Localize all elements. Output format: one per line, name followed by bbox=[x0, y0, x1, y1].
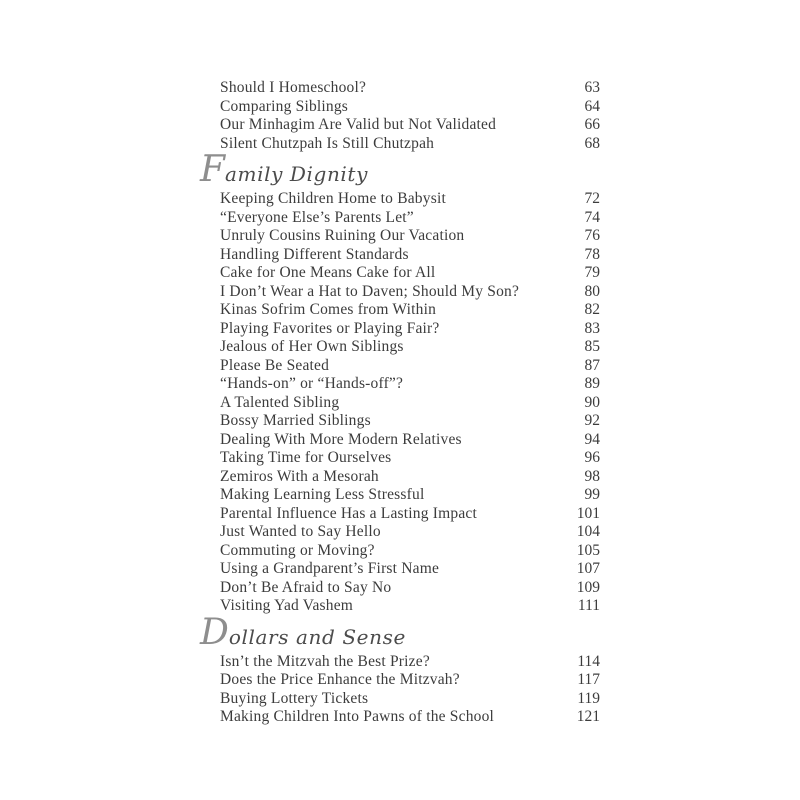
toc-entry bbox=[220, 375, 600, 394]
toc-entry-page: 63 bbox=[584, 79, 600, 96]
toc-entry-page: 92 bbox=[584, 412, 600, 429]
toc-entry bbox=[220, 431, 600, 450]
toc-entry-title: Unruly Cousins Ruining Our Vacation bbox=[220, 227, 465, 244]
toc-entry-title: Zemiros With a Mesorah bbox=[220, 467, 379, 485]
toc-entry bbox=[220, 209, 600, 228]
toc-entry-page: 121 bbox=[576, 708, 600, 725]
toc-entry-title: Should I Homeschool? bbox=[220, 79, 367, 96]
toc-entry-page: 107 bbox=[576, 560, 600, 577]
toc-entry-title: Using a Grandparent’s First Name bbox=[220, 560, 440, 577]
toc-entry-page: 89 bbox=[584, 375, 600, 392]
toc-entry bbox=[220, 486, 600, 505]
toc-entry bbox=[220, 468, 600, 487]
toc-entry bbox=[220, 357, 600, 376]
toc-entry bbox=[220, 320, 600, 339]
toc-entry-page: 82 bbox=[584, 301, 600, 318]
toc-entry bbox=[220, 653, 600, 672]
toc-entry-page: 80 bbox=[584, 282, 600, 300]
toc-entry bbox=[220, 135, 600, 154]
toc-entry bbox=[220, 190, 600, 209]
toc-entry bbox=[220, 597, 600, 616]
toc-entry-page: 104 bbox=[576, 523, 600, 540]
toc-entry-title: Dealing With More Modern Relatives bbox=[220, 430, 462, 448]
toc-entry-page: 83 bbox=[584, 319, 600, 337]
toc-entry-page: 117 bbox=[577, 671, 600, 688]
toc-entry-title: Cake for One Means Cake for All bbox=[220, 264, 436, 281]
toc-entry-page: 111 bbox=[577, 597, 600, 614]
toc-entry-page: 119 bbox=[577, 689, 600, 707]
toc-entry-page: 85 bbox=[584, 338, 600, 355]
section-heading-initial: D bbox=[200, 611, 229, 653]
toc-entry bbox=[220, 338, 600, 357]
toc-entry bbox=[220, 283, 600, 302]
toc-entry-title: Comparing Siblings bbox=[220, 97, 349, 115]
toc-entry-title: A Talented Sibling bbox=[220, 393, 340, 411]
section-heading-dollars-and-sense bbox=[200, 611, 600, 653]
toc-entry bbox=[220, 246, 600, 265]
toc-entry bbox=[220, 579, 600, 598]
toc-entry bbox=[220, 449, 600, 468]
toc-entry bbox=[220, 412, 600, 431]
toc-entry bbox=[220, 505, 600, 524]
toc-entry-page: 79 bbox=[584, 264, 600, 281]
toc-entry-title: Kinas Sofrim Comes from Within bbox=[220, 301, 437, 318]
toc-entry-page: 78 bbox=[584, 245, 600, 263]
toc-entry bbox=[220, 542, 600, 561]
toc-entry-page: 96 bbox=[584, 449, 600, 466]
toc-entry bbox=[220, 301, 600, 320]
toc-entry-title: Does the Price Enhance the Mitzvah? bbox=[220, 671, 460, 688]
toc-entry-page: 66 bbox=[584, 116, 600, 133]
toc-entry-page: 98 bbox=[584, 467, 600, 485]
toc-entry-page: 64 bbox=[584, 97, 600, 115]
toc-entry bbox=[220, 708, 600, 727]
toc-entry-page: 105 bbox=[576, 541, 600, 559]
toc-entry-title: Taking Time for Ourselves bbox=[220, 449, 392, 466]
toc-entry-title: Silent Chutzpah Is Still Chutzpah bbox=[220, 134, 435, 152]
toc-entry bbox=[220, 690, 600, 709]
toc-entry-title: Our Minhagim Are Valid but Not Validated bbox=[220, 116, 497, 133]
toc-entry-page: 76 bbox=[584, 227, 600, 244]
toc-entry-page: 114 bbox=[577, 652, 600, 670]
toc-entry-title: Making Learning Less Stressful bbox=[220, 486, 425, 503]
toc-entry-page: 101 bbox=[576, 504, 600, 522]
toc-entry-title: Handling Different Standards bbox=[220, 245, 409, 263]
toc-entry bbox=[220, 98, 600, 117]
section-heading-family-dignity bbox=[200, 149, 600, 190]
toc-entry-page: 72 bbox=[584, 190, 600, 207]
toc-entry-title: Parental Influence Has a Lasting Impact bbox=[220, 504, 477, 522]
toc-entry-page: 94 bbox=[584, 430, 600, 448]
toc-entry-page: 90 bbox=[584, 393, 600, 411]
toc-entry-title: “Everyone Else’s Parents Let” bbox=[220, 208, 414, 226]
toc-entry-title: Jealous of Her Own Siblings bbox=[220, 338, 404, 355]
toc-entry-title: I Don’t Wear a Hat to Daven; Should My Son? bbox=[220, 282, 520, 300]
toc-entry-title: Keeping Children Home to Babysit bbox=[220, 190, 446, 207]
toc-entry-title: Please Be Seated bbox=[220, 356, 330, 374]
toc-entry-title: Just Wanted to Say Hello bbox=[220, 523, 381, 540]
toc-entry bbox=[220, 671, 600, 690]
toc-entry-title: Making Children Into Pawns of the School bbox=[220, 708, 495, 725]
section-heading-initial: F bbox=[200, 149, 225, 190]
toc-entry-page: 109 bbox=[576, 578, 600, 596]
toc-entry bbox=[220, 79, 600, 98]
toc-entry-title: “Hands-on” or “Hands-off”? bbox=[220, 375, 404, 392]
toc-entry bbox=[220, 264, 600, 283]
toc-entry-title: Buying Lottery Tickets bbox=[220, 689, 369, 707]
toc-entry-title: Visiting Yad Vashem bbox=[220, 597, 354, 614]
toc-entry bbox=[220, 116, 600, 135]
toc-entry-page: 68 bbox=[584, 134, 600, 152]
toc-entry-title: Don’t Be Afraid to Say No bbox=[220, 578, 392, 596]
toc-entry-title: Isn’t the Mitzvah the Best Prize? bbox=[220, 652, 430, 670]
table-of-contents bbox=[200, 79, 600, 727]
section-heading-text: amily Dignity bbox=[224, 162, 368, 186]
toc-entry bbox=[220, 394, 600, 413]
toc-entry bbox=[220, 227, 600, 246]
toc-entry-page: 99 bbox=[584, 486, 600, 503]
toc-entry-page: 87 bbox=[584, 356, 600, 374]
section-heading-text: ollars and Sense bbox=[228, 624, 406, 649]
toc-entry-title: Playing Favorites or Playing Fair? bbox=[220, 319, 440, 337]
toc-entry bbox=[220, 523, 600, 542]
toc-entry-title: Bossy Married Siblings bbox=[220, 412, 371, 429]
toc-entry-page: 74 bbox=[584, 208, 600, 226]
toc-entry bbox=[220, 560, 600, 579]
toc-entry-title: Commuting or Moving? bbox=[220, 541, 375, 559]
